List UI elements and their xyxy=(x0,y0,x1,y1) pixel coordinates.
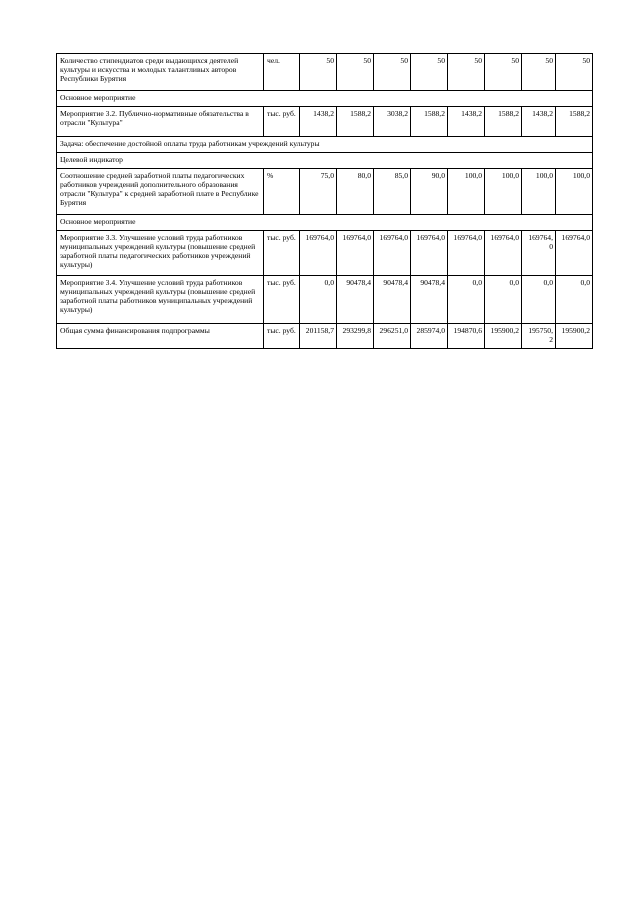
value-cell: 50 xyxy=(556,54,593,91)
value-cell: 169764,0 xyxy=(411,231,448,276)
value-cell: 1438,2 xyxy=(448,107,485,137)
value-cell: 296251,0 xyxy=(374,324,411,349)
row-unit: % xyxy=(264,169,300,215)
value-cell: 1588,2 xyxy=(411,107,448,137)
row-unit: чел. xyxy=(264,54,300,91)
row-name: Мероприятие 3.3. Улучшение условий труда работников муниципальных учреждений культуры (повышение средней заработной платы педагогических работников учреждений культуры) xyxy=(57,231,264,276)
value-cell: 0,0 xyxy=(485,276,522,324)
row-name: Общая сумма финансирования подпрограммы xyxy=(57,324,264,349)
value-cell: 50 xyxy=(485,54,522,91)
value-cell: 195750,2 xyxy=(522,324,556,349)
value-cell: 75,0 xyxy=(300,169,337,215)
value-cell: 1588,2 xyxy=(485,107,522,137)
value-cell: 169764,0 xyxy=(485,231,522,276)
value-cell: 0,0 xyxy=(522,276,556,324)
value-cell: 293299,8 xyxy=(337,324,374,349)
program-indicators-table xyxy=(56,53,593,349)
value-cell: 169764,0 xyxy=(374,231,411,276)
table-row-measure-3-4 xyxy=(57,276,593,324)
row-unit: тыс. руб. xyxy=(264,231,300,276)
section-heading: Целевой индикатор xyxy=(57,153,593,169)
table-row-total-funding xyxy=(57,324,593,349)
value-cell: 90478,4 xyxy=(411,276,448,324)
value-cell: 0,0 xyxy=(556,276,593,324)
value-cell: 201158,7 xyxy=(300,324,337,349)
value-cell: 1438,2 xyxy=(522,107,556,137)
value-cell: 50 xyxy=(337,54,374,91)
table-row-measure-3-3 xyxy=(57,231,593,276)
value-cell: 169764,0 xyxy=(337,231,374,276)
value-cell: 285974,0 xyxy=(411,324,448,349)
row-unit: тыс. руб. xyxy=(264,276,300,324)
section-heading: Основное мероприятие xyxy=(57,215,593,231)
table-section-row xyxy=(57,91,593,107)
row-name: Мероприятие 3.4. Улучшение условий труда работников муниципальных учреждений культуры (повышение средней заработной платы работников муниципальных учреждений культуры) xyxy=(57,276,264,324)
section-heading: Задача: обеспечение достойной оплаты труда работникам учреждений культуры xyxy=(57,137,593,153)
value-cell: 100,0 xyxy=(485,169,522,215)
value-cell: 0,0 xyxy=(448,276,485,324)
section-heading: Основное мероприятие xyxy=(57,91,593,107)
row-unit: тыс. руб. xyxy=(264,107,300,137)
value-cell: 50 xyxy=(448,54,485,91)
value-cell: 50 xyxy=(374,54,411,91)
value-cell: 50 xyxy=(411,54,448,91)
value-cell: 1588,2 xyxy=(556,107,593,137)
value-cell: 195900,2 xyxy=(485,324,522,349)
table-section-row xyxy=(57,215,593,231)
row-name: Количество стипендиатов среди выдающихся деятелей культуры и искусства и молодых талантливых авторов Республики Бурятия xyxy=(57,54,264,91)
value-cell: 169764,0 xyxy=(300,231,337,276)
value-cell: 169764,0 xyxy=(522,231,556,276)
value-cell: 90478,4 xyxy=(374,276,411,324)
value-cell: 1438,2 xyxy=(300,107,337,137)
value-cell: 80,0 xyxy=(337,169,374,215)
row-name: Мероприятие 3.2. Публично-нормативные обязательства в отрасли "Культура" xyxy=(57,107,264,137)
value-cell: 100,0 xyxy=(522,169,556,215)
value-cell: 3038,2 xyxy=(374,107,411,137)
row-name: Соотношение средней заработной платы педагогических работников учреждений дополнительного образования отрасли "Культура" к средней заработной плате в Республике Бурятия xyxy=(57,169,264,215)
table-section-row xyxy=(57,137,593,153)
table-row-salary-ratio xyxy=(57,169,593,215)
value-cell: 50 xyxy=(300,54,337,91)
value-cell: 85,0 xyxy=(374,169,411,215)
table-section-row xyxy=(57,153,593,169)
value-cell: 0,0 xyxy=(300,276,337,324)
row-unit: тыс. руб. xyxy=(264,324,300,349)
value-cell: 195900,2 xyxy=(556,324,593,349)
value-cell: 100,0 xyxy=(556,169,593,215)
value-cell: 100,0 xyxy=(448,169,485,215)
value-cell: 50 xyxy=(522,54,556,91)
value-cell: 169764,0 xyxy=(556,231,593,276)
value-cell: 90,0 xyxy=(411,169,448,215)
value-cell: 169764,0 xyxy=(448,231,485,276)
table-row-measure-3-2 xyxy=(57,107,593,137)
value-cell: 1588,2 xyxy=(337,107,374,137)
value-cell: 194870,6 xyxy=(448,324,485,349)
table-row-stipend-count xyxy=(57,54,593,91)
value-cell: 90478,4 xyxy=(337,276,374,324)
